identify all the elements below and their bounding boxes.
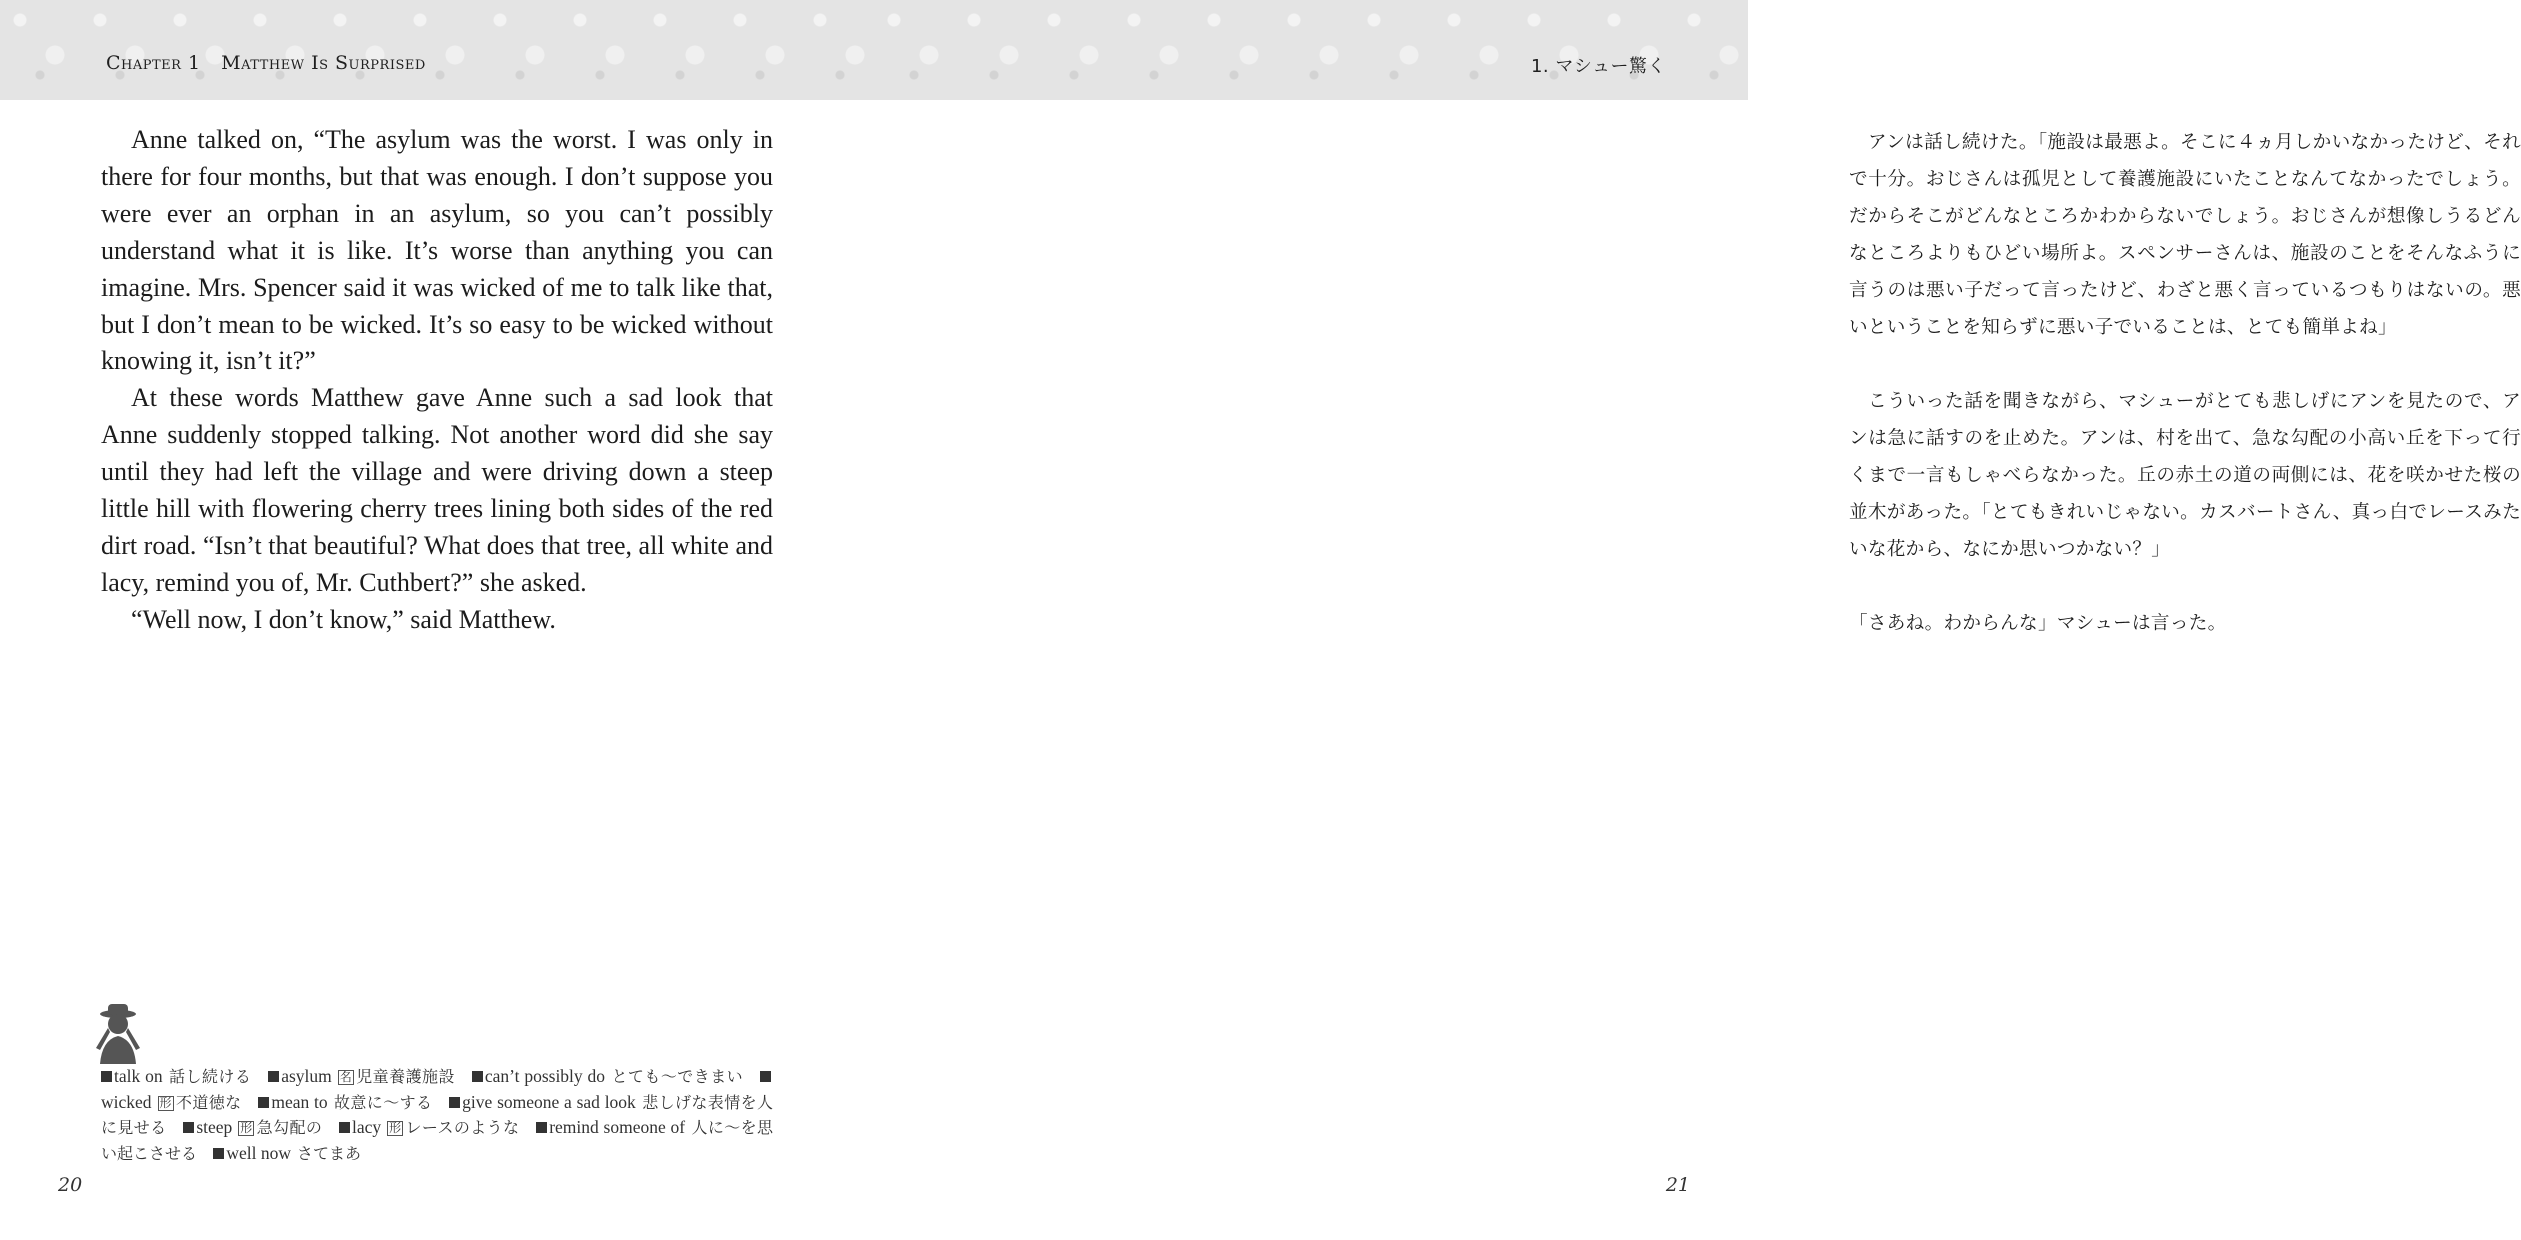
square-bullet-icon	[339, 1122, 350, 1133]
vocab-part-of-speech: 形	[159, 1095, 172, 1110]
vocab-gloss: さてまあ	[297, 1143, 362, 1163]
vocab-term: give someone a sad look	[462, 1091, 636, 1112]
chapter-title: Matthew Is Surprised	[221, 52, 426, 74]
japanese-paragraph: アンは話し続けた。「施設は最悪よ。そこに４ヵ月しかいなかったけど、それで十分。おじさんは孤児として養護施設にいたことなんてなかったでしょう。だからそこがどんなところかわからないでしょう。おじさんが想像しうるどんなところよりもひどい場所よ。スペンサーさんは、施設のことをそんなふうに言うのは悪い子だって言ったけど、わざと悪く言っているつもりはないの。悪いということを知らずに悪い子でいることは、とても簡単よね」	[1849, 132, 2521, 338]
english-body	[101, 122, 773, 639]
vocab-entry	[339, 1117, 531, 1137]
japanese-body	[1849, 124, 2521, 642]
vocab-gloss: 急勾配の	[256, 1118, 323, 1137]
square-bullet-icon	[213, 1148, 224, 1159]
square-bullet-icon	[268, 1071, 279, 1082]
vocabulary-list	[101, 1064, 773, 1166]
square-bullet-icon	[101, 1071, 112, 1082]
square-bullet-icon	[258, 1097, 269, 1108]
vocab-gloss: 話し続ける	[168, 1067, 252, 1086]
vocab-entry	[472, 1066, 755, 1086]
running-head-left	[106, 52, 426, 74]
vocab-term: talk on	[114, 1066, 163, 1086]
vocab-term: can’t possibly do	[484, 1066, 605, 1086]
square-bullet-icon	[760, 1071, 771, 1082]
vocab-gloss: とても～できまい	[611, 1067, 744, 1086]
vocab-term: mean to	[271, 1091, 328, 1112]
chapter-label: Chapter 1	[106, 52, 201, 74]
english-paragraph: Anne talked on, “The asylum was the worst. I was only in there for four months, but that was enough. I don’t suppose you were ever an orphan in an asylum, so you can’t possibly understand what it is like. It’s worse than anything you can imagine. Mrs. Spencer said it was wicked of me to talk like that, but I don’t mean to be wicked. It’s so easy to be wicked without knowing it, isn’t it?”	[101, 125, 773, 376]
english-paragraph: At these words Matthew gave Anne such a sad look that Anne suddenly stopped talking. Not another word did she say until they had left the village and were driving down a steep little hill with flowering cherry trees lining both sides of the red dirt road. “Isn’t that beautiful? What does that tree, all white and lacy, remind you of, Mr. Cuthbert?” she asked.	[101, 383, 773, 597]
english-paragraph: “Well now, I don’t know,” said Matthew.	[131, 604, 556, 634]
square-bullet-icon	[536, 1122, 547, 1133]
vocab-entry	[268, 1066, 467, 1086]
vocab-part-of-speech: 名	[339, 1070, 352, 1084]
vocab-gloss: 人に～を思い起こさせる	[101, 1118, 773, 1163]
vocab-entry	[258, 1092, 444, 1112]
header-band-right	[874, 0, 1748, 100]
header-band-left	[0, 0, 874, 100]
vocab-gloss: レースのような	[405, 1118, 520, 1137]
right-page	[874, 0, 2521, 1240]
vocab-entry	[213, 1143, 373, 1163]
vocab-entry	[101, 1066, 263, 1086]
square-bullet-icon	[183, 1122, 194, 1133]
japanese-paragraph: こういった話を聞きながら、マシューがとても悲しげにアンを見たので、アンは急に話すのを止めた。アンは、村を出て、急な勾配の小高い丘を下って行くまで一言もしゃべらなかった。丘の赤土の道の両側には、花を咲かせた桜の並木があった。「とてもきれいじゃない。カスバートさん、真っ白でレースみたいな花から、なにか思いつかない？」	[1849, 391, 2521, 560]
page-number: 21	[1665, 1174, 1690, 1196]
vocab-entry	[183, 1117, 334, 1137]
square-bullet-icon	[449, 1097, 460, 1108]
page-number: 20	[58, 1174, 83, 1196]
vocab-part-of-speech: 形	[240, 1121, 253, 1135]
girl-silhouette-icon	[86, 1000, 150, 1064]
vocab-term: remind someone of	[549, 1117, 686, 1137]
vocab-gloss: 児童養護施設	[355, 1067, 455, 1086]
vocab-part-of-speech: 形	[389, 1121, 402, 1135]
japanese-paragraph: 「さあね。わからんな」マシューは言った。	[1849, 613, 2227, 634]
vocab-gloss: 悲しげな表情を人に見せる	[101, 1092, 773, 1137]
vocab-term: well now	[226, 1142, 292, 1163]
vocab-term: lacy	[351, 1117, 382, 1137]
left-page	[0, 0, 874, 1240]
vocab-term: wicked	[101, 1091, 152, 1112]
running-head-right: 1. マシュー驚く	[1530, 56, 1666, 77]
square-bullet-icon	[472, 1071, 483, 1082]
vocab-term: steep	[196, 1117, 233, 1137]
vocab-gloss: 故意に～する	[333, 1092, 433, 1112]
vocab-term: asylum	[281, 1066, 332, 1086]
vocab-gloss: 不道徳な	[175, 1092, 242, 1112]
